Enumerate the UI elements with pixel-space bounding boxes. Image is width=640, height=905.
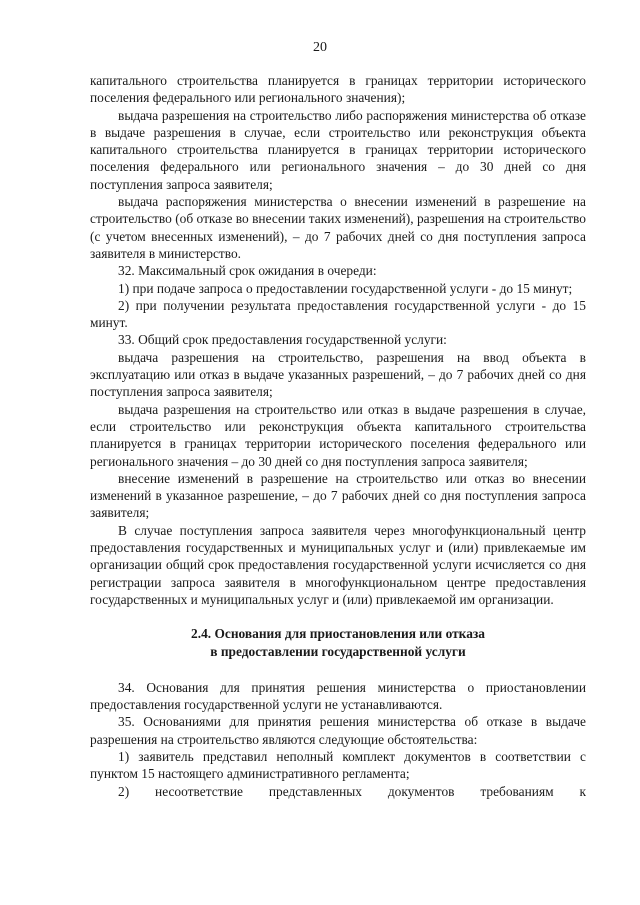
paragraph: 35. Основаниями для принятия решения министерства об отказе в выдаче разрешения на строительство являются следующие обстоятельства:: [90, 714, 586, 747]
paragraph: 34. Основания для принятия решения министерства о приостановлении предоставления государственной услуги не устанавливаются.: [90, 679, 586, 713]
paragraph: 33. Общий срок предоставления государственной услуги:: [118, 332, 447, 348]
spacer: [90, 608, 586, 625]
paragraph: капитального строительства планируется в границах территории исторического поселения федерального или регионального значения);: [90, 73, 586, 106]
paragraph: выдача распоряжения министерства о внесении изменений в разрешение на строительство (об отказе во внесении таких изменений), разрешения на строительство (с учетом внесенных изменений), – до 7 рабочих дней со дня поступления запроса заявителя в министерство.: [90, 194, 586, 261]
paragraph: 1) при подаче запроса о предоставлении государственной услуги - до 15 минут;: [118, 280, 573, 296]
page-body: [90, 72, 586, 800]
paragraph: 2) при получении результата предоставления государственной услуги - до 15 минут.: [90, 297, 586, 331]
paragraph: 1) заявитель представил неполный комплект документов в соответствии с пунктом 15 настоящего административного регламента;: [90, 748, 586, 782]
paragraph: 2) несоответствие представленных документов требованиям к: [118, 783, 586, 799]
section-heading-line-2: в предоставлении государственной услуги: [210, 643, 466, 659]
page-number: 20: [313, 40, 327, 55]
paragraph: выдача разрешения на строительство или отказ в выдаче разрешения в случае, если строительство или реконструкция объекта капитального строительства планируется в границах территории исторического поселения федерального или регионального значения – до 30 дней со дня поступления запроса заявителя;: [90, 401, 586, 469]
paragraph: выдача разрешения на строительство либо распоряжения министерства об отказе в выдаче разрешения в случае, если строительство или реконструкция объекта капитального строительства планируется в границах территории исторического поселения федерального или регионального значения – до 30 дней со дня поступления запроса заявителя;: [90, 107, 586, 192]
paragraph: выдача разрешения на строительство, разрешения на ввод объекта в эксплуатацию или отказ в выдаче указанных разрешений, – до 7 рабочих дней со дня поступления запроса заявителя;: [90, 349, 586, 400]
paragraph: 32. Максимальный срок ожидания в очереди:: [118, 263, 377, 279]
section-heading-line-1: 2.4. Основания для приостановления или отказа: [191, 626, 485, 642]
paragraph: В случае поступления запроса заявителя через многофункциональный центр предоставления государственных и муниципальных услуг и (или) привлекаемые им организации общий срок предоставления государственной услуги исчисляется со дня регистрации запроса заявителя в многофункциональном центре предоставления государственных и муниципальных услуг и (или) привлекаемой им организации.: [90, 522, 586, 607]
spacer: [90, 660, 586, 679]
paragraph: внесение изменений в разрешение на строительство или отказ во внесении изменений в указанное разрешение, – до 7 рабочих дней со дня поступления запроса заявителя;: [90, 470, 586, 521]
